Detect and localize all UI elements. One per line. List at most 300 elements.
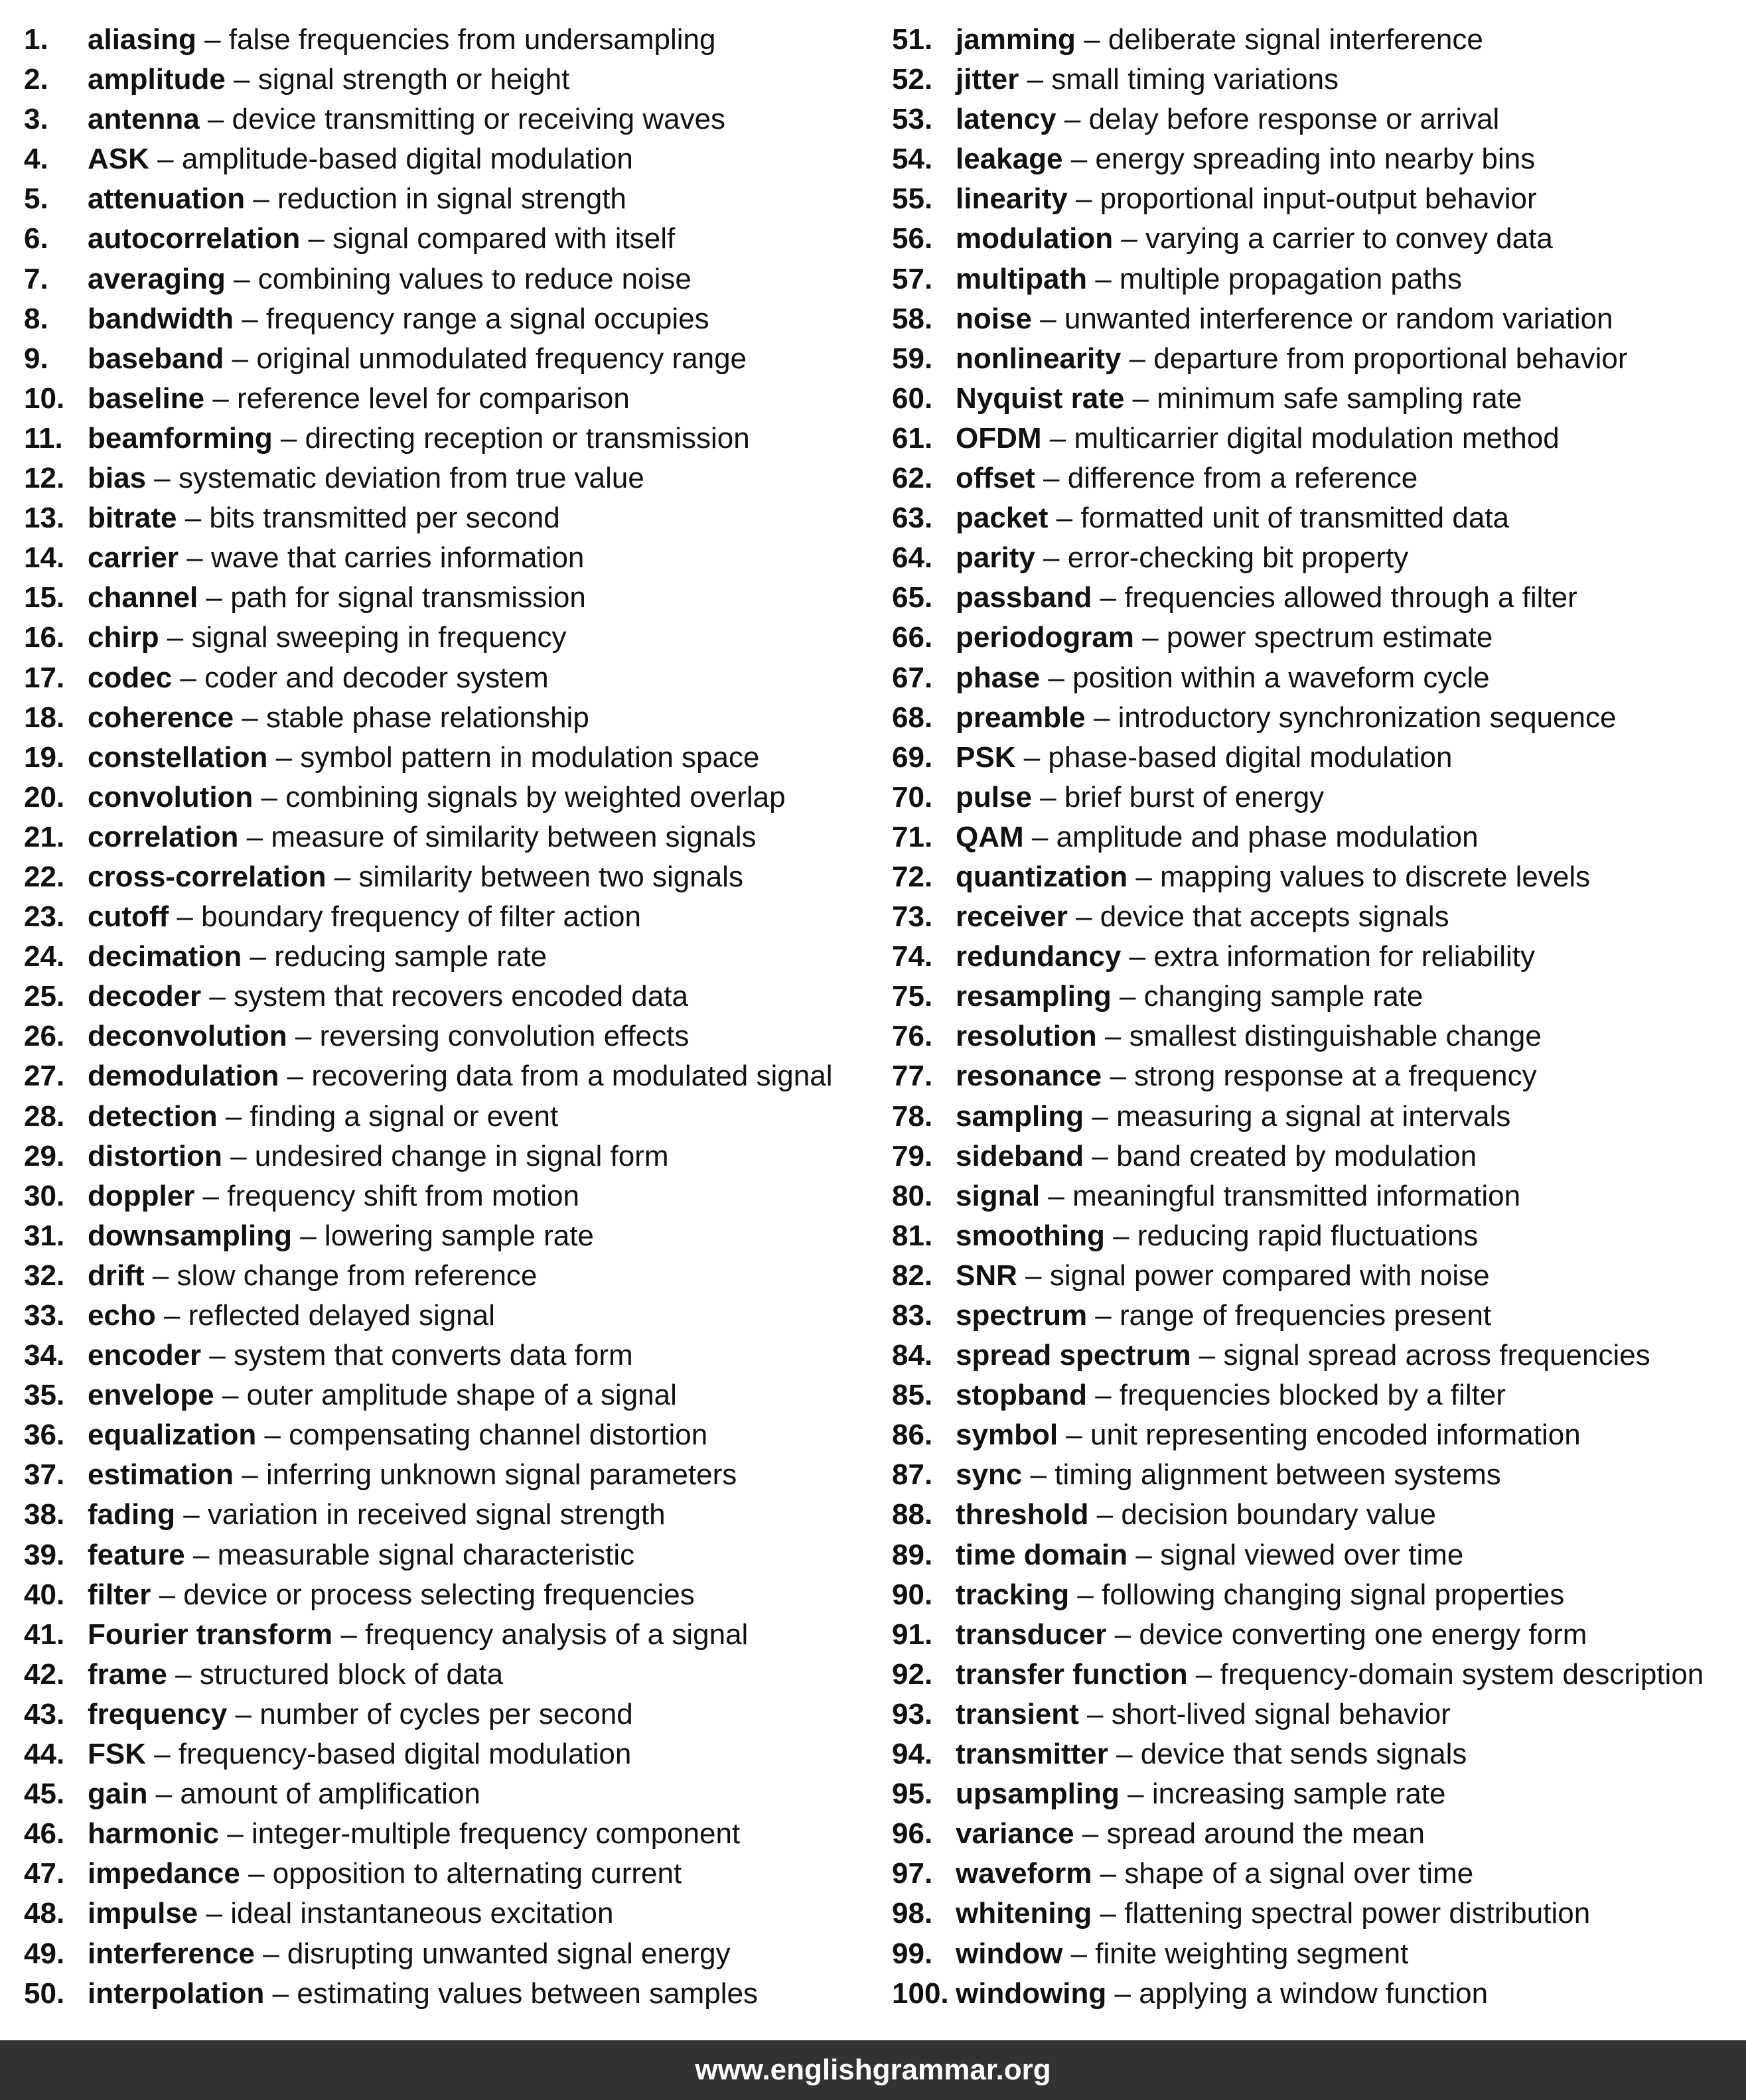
item-definition: frequency-domain system description: [1220, 1657, 1704, 1691]
list-item: [892, 1016, 1746, 1056]
item-separator: –: [238, 820, 271, 853]
list-item: [24, 379, 873, 419]
item-separator: –: [1078, 1697, 1112, 1730]
item-definition: reference level for comparison: [237, 382, 630, 415]
item-number: 64.: [892, 541, 933, 575]
item-number: 30.: [24, 1179, 65, 1212]
footer-url[interactable]: www.englishgrammar.org: [695, 2054, 1051, 2086]
item-term: envelope: [88, 1379, 214, 1412]
item-separator: –: [149, 143, 182, 176]
item-number: 17.: [24, 661, 65, 694]
item-text: [956, 937, 1535, 977]
item-number: 50.: [24, 1977, 65, 2010]
item-separator: –: [217, 1099, 250, 1133]
item-text: [88, 698, 589, 738]
item-number: 8.: [24, 302, 48, 335]
item-definition: frequencies allowed through a filter: [1124, 581, 1577, 614]
item-term: periodogram: [956, 621, 1134, 654]
item-term: attenuation: [88, 182, 246, 216]
item-text: [956, 1455, 1501, 1495]
list-item: [892, 897, 1746, 937]
item-definition: bits transmitted per second: [209, 502, 560, 535]
item-definition: opposition to alternating current: [272, 1857, 682, 1890]
item-number: 47.: [24, 1857, 65, 1890]
item-definition: applying a window function: [1139, 1977, 1489, 2010]
item-term: codec: [88, 661, 173, 694]
item-separator: –: [1084, 1099, 1117, 1133]
item-term: baseline: [88, 382, 205, 415]
item-text: [956, 1016, 1542, 1056]
item-separator: –: [1041, 421, 1074, 455]
item-term: receiver: [956, 900, 1068, 934]
glossary-column-left: [24, 20, 873, 2014]
item-separator: –: [214, 1379, 247, 1412]
item-number: 53.: [892, 103, 933, 136]
item-text: [88, 1575, 695, 1615]
item-number: 78.: [892, 1099, 933, 1133]
item-definition: reducing sample rate: [274, 940, 547, 973]
item-term: symbol: [956, 1419, 1058, 1452]
item-number: 52.: [892, 63, 933, 96]
list-item: [24, 1415, 873, 1455]
item-text: [88, 1056, 832, 1096]
item-text: [88, 1535, 634, 1575]
list-item: [24, 1894, 873, 1933]
item-separator: –: [256, 1419, 289, 1452]
item-number: 28.: [24, 1099, 65, 1133]
item-term: time domain: [956, 1538, 1128, 1571]
item-definition: device converting one energy form: [1139, 1618, 1587, 1651]
item-number: 90.: [892, 1578, 933, 1611]
item-term: multipath: [956, 262, 1087, 295]
item-definition: difference from a reference: [1067, 462, 1418, 495]
item-number: 51.: [892, 23, 933, 56]
item-term: equalization: [88, 1419, 257, 1452]
item-number: 93.: [892, 1697, 933, 1730]
list-item: [892, 219, 1746, 259]
list-item: [24, 1495, 873, 1535]
item-separator: –: [219, 1817, 252, 1851]
item-separator: –: [1031, 780, 1064, 813]
item-text: [956, 259, 1462, 299]
list-item: [24, 419, 873, 458]
item-separator: –: [254, 1937, 287, 1970]
item-number: 60.: [892, 382, 933, 415]
item-definition: compensating channel distortion: [289, 1419, 708, 1452]
item-text: [88, 259, 691, 299]
item-separator: –: [1092, 581, 1125, 614]
item-text: [88, 1176, 579, 1216]
item-number: 81.: [892, 1219, 933, 1252]
item-separator: –: [1088, 1498, 1122, 1531]
item-separator: –: [279, 1060, 312, 1093]
item-text: [88, 20, 715, 60]
item-separator: –: [1187, 1657, 1220, 1691]
item-number: 67.: [892, 661, 933, 694]
item-number: 5.: [24, 182, 48, 216]
item-definition: original unmodulated frequency range: [256, 342, 747, 375]
item-definition: integer-multiple frequency component: [251, 1817, 741, 1851]
item-definition: inferring unknown signal parameters: [265, 1458, 737, 1492]
item-definition: strong response at a frequency: [1134, 1060, 1537, 1093]
item-text: [956, 1296, 1491, 1336]
item-number: 98.: [892, 1897, 933, 1930]
item-definition: multiple propagation paths: [1119, 262, 1463, 295]
item-term: estimation: [88, 1458, 234, 1492]
list-item: [24, 1375, 873, 1415]
item-separator: –: [233, 302, 266, 335]
item-term: cross-correlation: [88, 860, 327, 893]
item-separator: –: [1106, 1977, 1139, 2010]
item-text: [88, 219, 675, 259]
list-item: [892, 1774, 1746, 1814]
list-item: [24, 618, 873, 658]
item-number: 45.: [24, 1778, 65, 1811]
item-definition: short-lived signal behavior: [1111, 1697, 1451, 1730]
item-separator: –: [1035, 462, 1068, 495]
item-number: 6.: [24, 222, 48, 255]
item-number: 20.: [24, 780, 65, 813]
item-term: impedance: [88, 1857, 240, 1890]
item-separator: –: [234, 1458, 266, 1492]
item-definition: coder and decoder system: [204, 661, 549, 694]
item-term: interference: [88, 1937, 255, 1970]
item-text: [88, 299, 709, 339]
item-separator: –: [196, 23, 229, 56]
item-term: frequency: [88, 1697, 228, 1730]
item-term: ASK: [88, 143, 149, 176]
item-definition: combining values to reduce noise: [257, 262, 691, 295]
item-term: linearity: [956, 182, 1068, 216]
item-number: 23.: [24, 900, 65, 934]
item-text: [956, 1695, 1451, 1734]
item-text: [956, 1894, 1590, 1933]
item-term: waveform: [956, 1857, 1092, 1890]
item-term: demodulation: [88, 1060, 279, 1093]
item-separator: –: [201, 1339, 234, 1372]
item-number: 10.: [24, 382, 65, 415]
item-term: modulation: [956, 222, 1114, 255]
item-definition: systematic deviation from true value: [178, 462, 644, 495]
item-number: 38.: [24, 1498, 65, 1531]
item-definition: device transmitting or receiving waves: [232, 103, 726, 136]
item-separator: –: [147, 1778, 181, 1811]
item-separator: –: [1092, 1897, 1125, 1930]
item-term: distortion: [88, 1139, 222, 1172]
item-term: tracking: [956, 1578, 1070, 1611]
item-definition: smallest distinguishable change: [1129, 1020, 1542, 1053]
item-number: 97.: [892, 1857, 933, 1890]
item-term: variance: [956, 1817, 1074, 1851]
item-number: 1.: [24, 23, 48, 56]
item-number: 13.: [24, 502, 65, 535]
item-separator: –: [225, 262, 258, 295]
list-item: [24, 1296, 873, 1336]
item-definition: estimating values between samples: [297, 1977, 758, 2010]
item-separator: –: [159, 621, 192, 654]
item-number: 35.: [24, 1379, 65, 1412]
item-definition: delay before response or arrival: [1088, 103, 1500, 136]
item-term: leakage: [956, 143, 1063, 176]
item-text: [956, 817, 1479, 857]
item-text: [88, 1256, 537, 1296]
item-number: 70.: [892, 780, 933, 813]
item-term: transducer: [956, 1618, 1107, 1651]
list-item: [24, 1216, 873, 1256]
item-text: [88, 1455, 737, 1495]
item-term: cutoff: [88, 900, 169, 934]
item-number: 79.: [892, 1139, 933, 1172]
item-separator: –: [267, 740, 301, 774]
list-item: [24, 1575, 873, 1615]
item-definition: system that converts data form: [234, 1339, 633, 1372]
item-text: [88, 977, 688, 1016]
item-separator: –: [1092, 1857, 1125, 1890]
list-item: [892, 1495, 1746, 1535]
item-term: PSK: [956, 740, 1016, 774]
item-text: [88, 937, 547, 977]
item-number: 80.: [892, 1179, 933, 1212]
item-term: smoothing: [956, 1219, 1105, 1252]
item-text: [956, 1097, 1510, 1137]
item-number: 14.: [24, 541, 65, 575]
item-definition: mapping values to discrete levels: [1160, 860, 1591, 893]
list-item: [892, 1615, 1746, 1655]
item-separator: –: [198, 581, 231, 614]
item-text: [88, 1734, 631, 1774]
item-definition: structured block of data: [199, 1657, 504, 1691]
item-definition: multicarrier digital modulation method: [1074, 421, 1560, 455]
item-number: 36.: [24, 1419, 65, 1452]
item-definition: measuring a signal at intervals: [1116, 1099, 1511, 1133]
list-item: [892, 538, 1746, 578]
item-separator: –: [1108, 1738, 1141, 1771]
item-text: [88, 179, 626, 219]
item-text: [956, 1854, 1473, 1894]
item-number: 18.: [24, 701, 65, 734]
item-separator: –: [1113, 222, 1146, 255]
item-text: [88, 658, 549, 698]
item-separator: –: [245, 182, 278, 216]
item-text: [88, 1854, 682, 1894]
item-separator: –: [1074, 1817, 1107, 1851]
item-term: pulse: [956, 780, 1032, 813]
item-text: [956, 1056, 1537, 1096]
item-separator: –: [1067, 182, 1100, 216]
item-text: [88, 419, 750, 458]
list-item: [24, 498, 873, 538]
list-item: [892, 1216, 1746, 1256]
item-definition: extra information for reliability: [1153, 940, 1535, 973]
list-item: [892, 100, 1746, 139]
item-separator: –: [175, 1498, 208, 1531]
item-definition: wave that carries information: [210, 541, 585, 575]
item-term: sync: [956, 1458, 1023, 1492]
item-definition: amplitude and phase modulation: [1056, 820, 1479, 853]
list-item: [24, 1655, 873, 1695]
item-definition: amount of amplification: [180, 1778, 480, 1811]
item-text: [88, 738, 759, 778]
item-text: [88, 498, 560, 538]
item-number: 95.: [892, 1778, 933, 1811]
item-number: 82.: [892, 1259, 933, 1292]
list-item: [892, 1056, 1746, 1096]
item-definition: finite weighting segment: [1095, 1937, 1409, 1970]
item-term: harmonic: [88, 1817, 220, 1851]
list-item: [24, 299, 873, 339]
item-separator: –: [184, 1538, 218, 1571]
item-number: 12.: [24, 462, 65, 495]
item-separator: –: [1086, 262, 1120, 295]
item-separator: –: [146, 462, 179, 495]
item-term: aliasing: [88, 23, 196, 56]
item-definition: recovering data from a modulated signal: [311, 1060, 833, 1093]
item-definition: ideal instantaneous excitation: [230, 1897, 614, 1930]
list-item: [892, 1176, 1746, 1216]
list-item: [892, 458, 1746, 498]
item-definition: device that sends signals: [1140, 1738, 1467, 1771]
item-text: [88, 1934, 731, 1974]
item-term: bandwidth: [88, 302, 234, 335]
item-definition: unit representing encoded information: [1090, 1419, 1581, 1452]
item-number: 41.: [24, 1618, 65, 1651]
item-separator: –: [253, 780, 286, 813]
item-text: [956, 1615, 1587, 1655]
list-item: [24, 1097, 873, 1137]
item-definition: reflected delayed signal: [188, 1299, 495, 1332]
list-item: [24, 778, 873, 817]
item-text: [956, 857, 1590, 897]
item-term: bitrate: [88, 502, 177, 535]
item-separator: –: [1023, 820, 1056, 853]
item-text: [956, 20, 1483, 60]
item-separator: –: [1035, 541, 1068, 575]
item-term: amplitude: [88, 63, 226, 96]
item-term: passband: [956, 581, 1092, 614]
item-text: [956, 658, 1490, 698]
item-separator: –: [1058, 1419, 1090, 1452]
item-number: 88.: [892, 1498, 933, 1531]
item-number: 57.: [892, 262, 933, 295]
item-definition: boundary frequency of filter action: [201, 900, 641, 934]
item-definition: variation in received signal strength: [207, 1498, 666, 1531]
item-separator: –: [224, 342, 257, 375]
item-text: [956, 498, 1509, 538]
list-item: [892, 618, 1746, 658]
item-term: chirp: [88, 621, 159, 654]
list-item: [24, 738, 873, 778]
list-item: [24, 1176, 873, 1216]
item-term: nonlinearity: [956, 342, 1122, 375]
item-definition: device that accepts signals: [1100, 900, 1449, 934]
list-item: [892, 937, 1746, 977]
item-separator: –: [332, 1618, 366, 1651]
list-item: [892, 1137, 1746, 1176]
list-item: [24, 1615, 873, 1655]
item-number: 100.: [892, 1977, 949, 2010]
item-text: [88, 618, 567, 658]
item-text: [956, 1336, 1650, 1375]
item-text: [956, 339, 1627, 379]
list-item: [24, 259, 873, 299]
item-number: 4.: [24, 143, 48, 176]
item-term: FSK: [88, 1738, 146, 1771]
list-item: [892, 1575, 1746, 1615]
item-text: [88, 1655, 503, 1695]
item-number: 75.: [892, 980, 933, 1013]
item-number: 34.: [24, 1339, 65, 1372]
item-definition: lowering sample rate: [324, 1219, 594, 1252]
item-number: 11.: [24, 421, 63, 455]
item-term: sampling: [956, 1099, 1084, 1133]
item-number: 77.: [892, 1060, 933, 1093]
item-definition: meaningful transmitted information: [1072, 1179, 1521, 1212]
item-definition: stable phase relationship: [266, 701, 589, 734]
item-text: [956, 738, 1453, 778]
item-definition: phase-based digital modulation: [1048, 740, 1453, 774]
item-term: parity: [956, 541, 1035, 575]
list-item: [892, 1974, 1746, 2014]
item-separator: –: [1104, 1219, 1137, 1252]
item-term: sideband: [956, 1139, 1084, 1172]
item-number: 85.: [892, 1379, 933, 1412]
item-separator: –: [1017, 1259, 1050, 1292]
item-number: 62.: [892, 462, 933, 495]
item-separator: –: [1015, 740, 1049, 774]
item-term: whitening: [956, 1897, 1092, 1930]
item-separator: –: [1128, 860, 1161, 893]
list-item: [892, 1934, 1746, 1974]
list-item: [24, 977, 873, 1016]
item-term: bias: [88, 462, 147, 495]
list-item: [24, 1974, 873, 2014]
list-item: [892, 60, 1746, 100]
item-term: window: [956, 1937, 1063, 1970]
item-term: feature: [88, 1538, 185, 1571]
item-term: latency: [956, 103, 1056, 136]
list-item: [24, 20, 873, 60]
item-term: offset: [956, 462, 1035, 495]
item-text: [956, 1575, 1564, 1615]
list-item: [892, 1814, 1746, 1854]
item-text: [956, 618, 1492, 658]
item-number: 61.: [892, 421, 933, 455]
list-item: [24, 857, 873, 897]
item-text: [88, 1814, 740, 1854]
item-number: 71.: [892, 820, 933, 853]
item-text: [956, 379, 1522, 419]
item-separator: –: [1087, 1299, 1120, 1332]
item-term: constellation: [88, 740, 268, 774]
item-definition: measure of similarity between signals: [271, 820, 757, 853]
item-separator: –: [169, 900, 202, 934]
item-text: [956, 1814, 1425, 1854]
list-item: [892, 1894, 1746, 1933]
item-definition: signal strength or height: [257, 63, 570, 96]
item-definition: following changing signal properties: [1102, 1578, 1565, 1611]
item-definition: changing sample rate: [1143, 980, 1423, 1013]
item-number: 26.: [24, 1020, 65, 1053]
list-item: [24, 1056, 873, 1096]
item-number: 25.: [24, 980, 65, 1013]
list-item: [892, 1455, 1746, 1495]
list-item: [892, 977, 1746, 1016]
item-number: 56.: [892, 222, 933, 255]
item-definition: signal compared with itself: [332, 222, 676, 255]
item-text: [88, 139, 633, 179]
list-item: [24, 658, 873, 698]
list-item: [892, 259, 1746, 299]
